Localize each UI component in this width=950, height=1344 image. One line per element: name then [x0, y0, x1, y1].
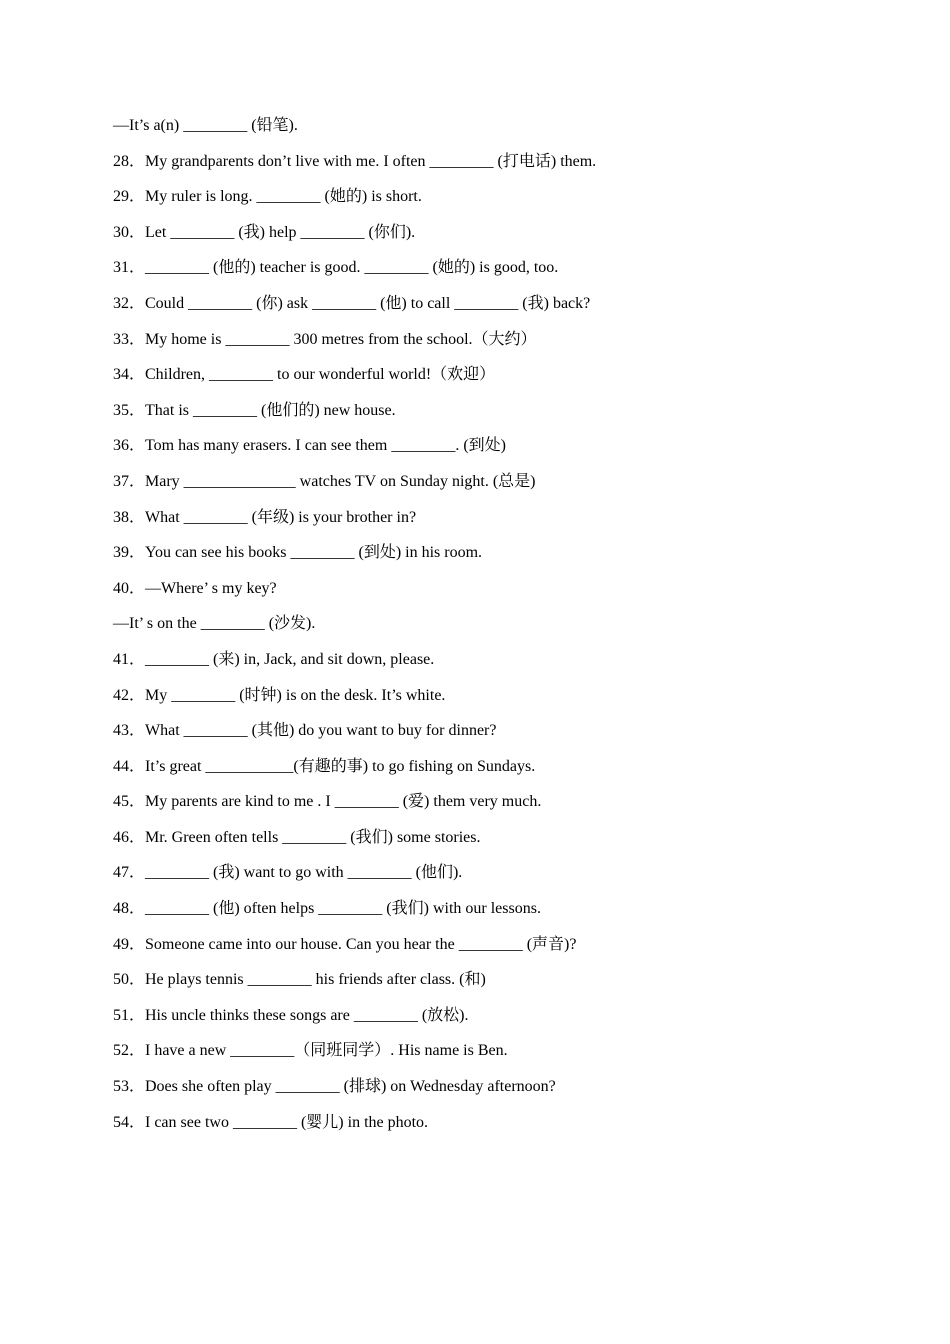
question-39: 39．You can see his books ________ (到处) in his room. [113, 544, 483, 562]
question-43: 43．What ________ (其他) do you want to buy for dinner? [113, 722, 497, 740]
question-47: 47．________ (我) want to go with ________ (他们). [113, 864, 463, 882]
question-53: 53．Does she often play ________ (排球) on Wednesday afternoon? [113, 1078, 556, 1096]
question-42: 42．My ________ (时钟) is on the desk. It’s white. [113, 686, 446, 704]
question-41: 41．________ (来) in, Jack, and sit down, please. [113, 650, 435, 668]
question-31: 31．________ (他的) teacher is good. ________ (她的) is good, too. [113, 259, 559, 277]
question-50: 50．He plays tennis ________ his friends after class. (和) [113, 971, 486, 989]
question-44: 44．It’s great ___________(有趣的事) to go fishing on Sundays. [113, 757, 536, 775]
question-52: 52．I have a new ________（同班同学）. His name is Ben. [113, 1042, 508, 1060]
exercise-list [113, 114, 873, 1146]
question-45: 45．My parents are kind to me . I ________ (爱) them very much. [113, 793, 542, 811]
answer-line-40: —It’ s on the ________ (沙发). [113, 615, 316, 633]
question-33: 33．My home is ________ 300 metres from the school.（大约） [113, 330, 537, 348]
question-46: 46．Mr. Green often tells ________ (我们) some stories. [113, 828, 481, 846]
question-40: 40．—Where’ s my key? [113, 579, 277, 597]
question-32: 32．Could ________ (你) ask ________ (他) to call ________ (我) back? [113, 294, 591, 312]
answer-line-27: —It’s a(n) ________ (铅笔). [113, 117, 298, 134]
question-49: 49．Someone came into our house. Can you hear the ________ (声音)? [113, 935, 577, 953]
question-28: 28．My grandparents don’t live with me. I often ________ (打电话) them. [113, 152, 597, 170]
question-54: 54．I can see two ________ (婴儿) in the photo. [113, 1113, 429, 1131]
question-29: 29．My ruler is long. ________ (她的) is short. [113, 188, 422, 206]
question-34: 34．Children, ________ to our wonderful world!（欢迎） [113, 366, 496, 384]
question-48: 48．________ (他) often helps ________ (我们) with our lessons. [113, 900, 541, 918]
question-30: 30．Let ________ (我) help ________ (你们). [113, 223, 416, 241]
question-38: 38．What ________ (年级) is your brother in? [113, 508, 417, 526]
question-37: 37．Mary ______________ watches TV on Sunday night. (总是) [113, 472, 536, 490]
question-36: 36．Tom has many erasers. I can see them ________. (到处) [113, 437, 507, 455]
question-51: 51．His uncle thinks these songs are ________ (放松). [113, 1006, 469, 1024]
question-35: 35．That is ________ (他们的) new house. [113, 401, 396, 419]
